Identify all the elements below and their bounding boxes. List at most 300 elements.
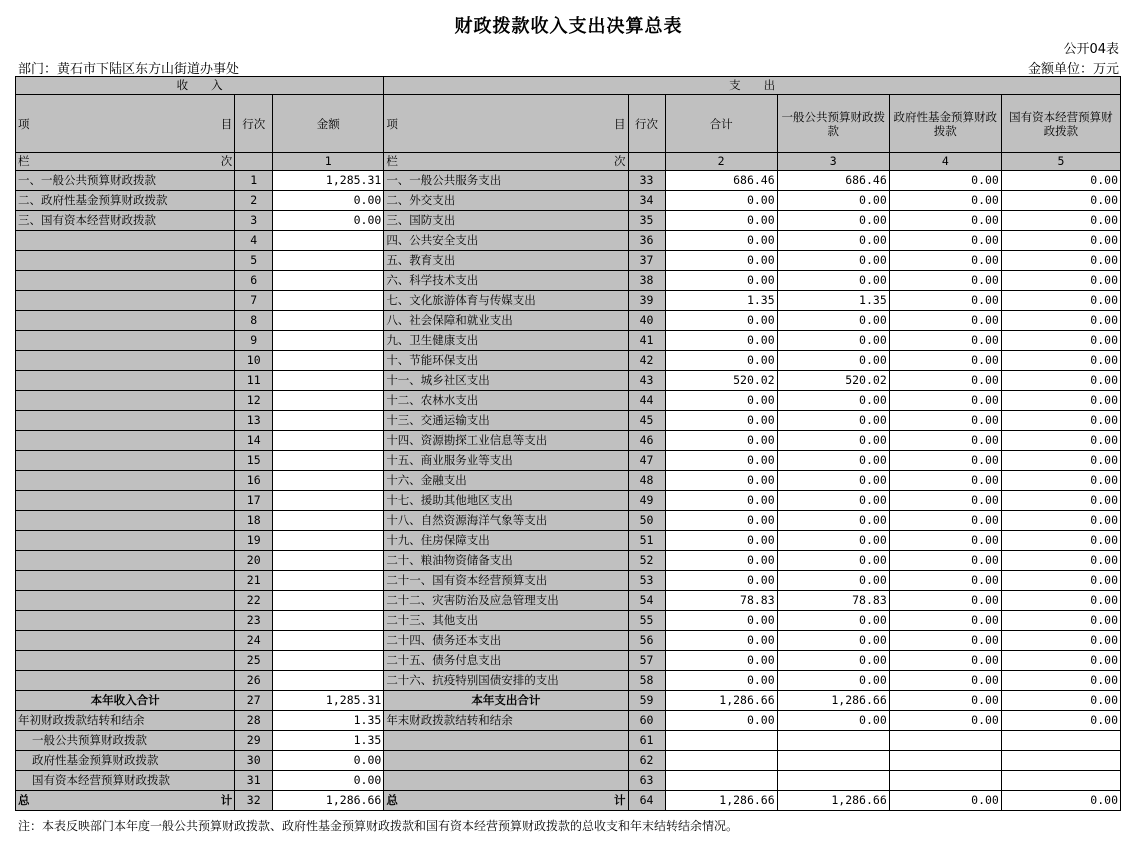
table-row bbox=[16, 311, 1121, 331]
expense-line-cell: 33 bbox=[628, 171, 665, 191]
gov-fund-cell: 0.00 bbox=[889, 711, 1001, 731]
expense-total-cell bbox=[665, 731, 777, 751]
income-item-cell bbox=[16, 351, 235, 371]
income-item-cell bbox=[16, 411, 235, 431]
gov-fund-cell: 0.00 bbox=[889, 511, 1001, 531]
income-item-cell bbox=[16, 631, 235, 651]
expense-item-cell: 二十五、债务付息支出 bbox=[384, 651, 628, 671]
state-capital-cell: 0.00 bbox=[1001, 191, 1120, 211]
income-line-cell: 15 bbox=[235, 451, 273, 471]
state-capital-cell: 0.00 bbox=[1001, 711, 1120, 731]
state-capital-cell: 0.00 bbox=[1001, 351, 1120, 371]
expense-item-cell: 二十三、其他支出 bbox=[384, 611, 628, 631]
gov-fund-cell: 0.00 bbox=[889, 411, 1001, 431]
expense-total-cell: 0.00 bbox=[665, 571, 777, 591]
income-line-cell: 24 bbox=[235, 631, 273, 651]
state-capital-cell: 0.00 bbox=[1001, 631, 1120, 651]
carryover-row bbox=[16, 771, 1121, 791]
income-item-cell bbox=[16, 531, 235, 551]
blank-cell bbox=[235, 153, 273, 171]
income-item-cell bbox=[16, 231, 235, 251]
income-amount-cell bbox=[273, 311, 384, 331]
income-amount-cell: 1.35 bbox=[273, 731, 384, 751]
gov-fund-cell bbox=[889, 731, 1001, 751]
general-budget-cell: 0.00 bbox=[777, 671, 889, 691]
gov-fund-cell: 0.00 bbox=[889, 251, 1001, 271]
expense-total-cell: 0.00 bbox=[665, 431, 777, 451]
income-amount-cell bbox=[273, 351, 384, 371]
expense-total-cell: 0.00 bbox=[665, 191, 777, 211]
general-budget-cell: 0.00 bbox=[777, 571, 889, 591]
expense-line-cell: 46 bbox=[628, 431, 665, 451]
income-line-header: 行次 bbox=[235, 95, 273, 153]
gov-fund-cell: 0.00 bbox=[889, 191, 1001, 211]
income-line-cell: 28 bbox=[235, 711, 273, 731]
income-line-cell: 8 bbox=[235, 311, 273, 331]
income-line-cell: 19 bbox=[235, 531, 273, 551]
income-line-cell: 18 bbox=[235, 511, 273, 531]
income-line-cell: 4 bbox=[235, 231, 273, 251]
income-item-cell bbox=[16, 331, 235, 351]
state-capital-cell: 0.00 bbox=[1001, 611, 1120, 631]
income-line-cell: 12 bbox=[235, 391, 273, 411]
expense-grand-total-label: 总 计 bbox=[384, 791, 628, 811]
blank-cell bbox=[628, 153, 665, 171]
gov-fund-cell: 0.00 bbox=[889, 611, 1001, 631]
income-item-cell bbox=[16, 471, 235, 491]
expense-line-cell: 37 bbox=[628, 251, 665, 271]
state-capital-cell bbox=[1001, 731, 1120, 751]
expense-item-cell: 五、教育支出 bbox=[384, 251, 628, 271]
expense-line-header: 行次 bbox=[628, 95, 665, 153]
expense-total-cell: 0.00 bbox=[665, 631, 777, 651]
state-capital-cell: 0.00 bbox=[1001, 491, 1120, 511]
expense-item-cell bbox=[384, 731, 628, 751]
income-line-cell: 23 bbox=[235, 611, 273, 631]
income-amount-cell bbox=[273, 271, 384, 291]
expense-line-cell: 62 bbox=[628, 751, 665, 771]
expense-line-cell: 56 bbox=[628, 631, 665, 651]
carryover-row bbox=[16, 711, 1121, 731]
gov-fund-header: 政府性基金预算财政拨款 bbox=[889, 95, 1001, 153]
expense-section-header: 支 出 bbox=[384, 77, 1121, 95]
income-amount-cell bbox=[273, 531, 384, 551]
form-number: 公开04表 bbox=[1063, 42, 1119, 57]
expense-total-cell: 0.00 bbox=[665, 451, 777, 471]
expense-item-cell: 四、公共安全支出 bbox=[384, 231, 628, 251]
general-budget-header: 一般公共预算财政拨款 bbox=[777, 95, 889, 153]
expense-item-cell: 二十二、灾害防治及应急管理支出 bbox=[384, 591, 628, 611]
income-amount-cell bbox=[273, 551, 384, 571]
expense-item-cell: 十二、农林水支出 bbox=[384, 391, 628, 411]
state-capital-cell: 0.00 bbox=[1001, 291, 1120, 311]
general-budget-cell: 0.00 bbox=[777, 311, 889, 331]
header-row-col-numbers bbox=[16, 153, 1121, 171]
expense-total-cell: 0.00 bbox=[665, 411, 777, 431]
general-budget-cell: 0.00 bbox=[777, 511, 889, 531]
general-budget-cell: 78.83 bbox=[777, 591, 889, 611]
expense-line-cell: 52 bbox=[628, 551, 665, 571]
expense-line-cell: 63 bbox=[628, 771, 665, 791]
table-row bbox=[16, 671, 1121, 691]
expense-line-cell: 61 bbox=[628, 731, 665, 751]
general-budget-cell: 0.00 bbox=[777, 531, 889, 551]
table-row bbox=[16, 651, 1121, 671]
table-row bbox=[16, 211, 1121, 231]
expense-total-cell: 0.00 bbox=[665, 331, 777, 351]
gov-fund-cell bbox=[889, 751, 1001, 771]
state-capital-cell: 0.00 bbox=[1001, 311, 1120, 331]
expense-total-cell: 0.00 bbox=[665, 391, 777, 411]
general-budget-cell: 686.46 bbox=[777, 171, 889, 191]
general-budget-cell: 1,286.66 bbox=[777, 791, 889, 811]
income-line-cell: 14 bbox=[235, 431, 273, 451]
income-line-cell: 2 bbox=[235, 191, 273, 211]
table-row bbox=[16, 531, 1121, 551]
income-amount-cell bbox=[273, 291, 384, 311]
state-capital-cell: 0.00 bbox=[1001, 531, 1120, 551]
expense-line-cell: 35 bbox=[628, 211, 665, 231]
grand-total-row bbox=[16, 791, 1121, 811]
annual-total-row bbox=[16, 691, 1121, 711]
income-item-cell: 一、一般公共预算财政拨款 bbox=[16, 171, 235, 191]
income-amount-cell bbox=[273, 511, 384, 531]
expense-item-cell bbox=[384, 751, 628, 771]
general-budget-cell: 0.00 bbox=[777, 631, 889, 651]
gov-fund-cell: 0.00 bbox=[889, 631, 1001, 651]
expense-line-cell: 34 bbox=[628, 191, 665, 211]
general-budget-cell: 0.00 bbox=[777, 251, 889, 271]
expense-line-cell: 50 bbox=[628, 511, 665, 531]
gov-fund-cell: 0.00 bbox=[889, 471, 1001, 491]
income-amount-cell bbox=[273, 631, 384, 651]
income-line-cell: 10 bbox=[235, 351, 273, 371]
state-capital-cell: 0.00 bbox=[1001, 211, 1120, 231]
income-grand-total-label: 总 计 bbox=[16, 791, 235, 811]
expense-item-cell: 年末财政拨款结转和结余 bbox=[384, 711, 628, 731]
expense-total-cell: 0.00 bbox=[665, 491, 777, 511]
expense-total-cell bbox=[665, 751, 777, 771]
general-budget-cell: 1,286.66 bbox=[777, 691, 889, 711]
table-row bbox=[16, 611, 1121, 631]
amount-unit-label: 金额单位：万元 bbox=[1027, 62, 1119, 77]
state-capital-cell: 0.00 bbox=[1001, 591, 1120, 611]
general-budget-cell: 0.00 bbox=[777, 411, 889, 431]
general-budget-cell: 0.00 bbox=[777, 271, 889, 291]
state-capital-cell: 0.00 bbox=[1001, 371, 1120, 391]
general-budget-cell: 0.00 bbox=[777, 211, 889, 231]
income-amount-cell: 0.00 bbox=[273, 771, 384, 791]
expense-line-cell: 60 bbox=[628, 711, 665, 731]
income-line-cell: 26 bbox=[235, 671, 273, 691]
expense-line-cell: 41 bbox=[628, 331, 665, 351]
table-row bbox=[16, 511, 1121, 531]
table-row bbox=[16, 351, 1121, 371]
col-number: 4 bbox=[889, 153, 1001, 171]
expense-line-cell: 40 bbox=[628, 311, 665, 331]
gov-fund-cell: 0.00 bbox=[889, 311, 1001, 331]
income-amount-cell bbox=[273, 591, 384, 611]
income-amount-cell bbox=[273, 471, 384, 491]
expense-total-cell bbox=[665, 771, 777, 791]
expense-line-cell: 38 bbox=[628, 271, 665, 291]
expense-line-cell: 51 bbox=[628, 531, 665, 551]
expense-total-cell: 78.83 bbox=[665, 591, 777, 611]
table-row bbox=[16, 291, 1121, 311]
state-capital-header: 国有资本经营预算财政拨款 bbox=[1001, 95, 1120, 153]
income-amount-cell bbox=[273, 451, 384, 471]
gov-fund-cell: 0.00 bbox=[889, 571, 1001, 591]
table-row bbox=[16, 491, 1121, 511]
general-budget-cell: 0.00 bbox=[777, 471, 889, 491]
table-row bbox=[16, 451, 1121, 471]
table-row bbox=[16, 231, 1121, 251]
expense-item-cell bbox=[384, 771, 628, 791]
carryover-row bbox=[16, 751, 1121, 771]
expense-total-cell: 0.00 bbox=[665, 271, 777, 291]
state-capital-cell: 0.00 bbox=[1001, 571, 1120, 591]
expense-total-cell: 0.00 bbox=[665, 531, 777, 551]
income-item-header: 项 目 bbox=[16, 95, 235, 153]
expense-line-cell: 45 bbox=[628, 411, 665, 431]
general-budget-cell: 0.00 bbox=[777, 611, 889, 631]
table-row bbox=[16, 271, 1121, 291]
state-capital-cell: 0.00 bbox=[1001, 471, 1120, 491]
income-item-cell bbox=[16, 291, 235, 311]
state-capital-cell: 0.00 bbox=[1001, 691, 1120, 711]
general-budget-cell: 0.00 bbox=[777, 191, 889, 211]
general-budget-cell: 1.35 bbox=[777, 291, 889, 311]
expense-line-cell: 42 bbox=[628, 351, 665, 371]
expense-line-cell: 39 bbox=[628, 291, 665, 311]
report-title: 财政拨款收入支出决算总表 bbox=[454, 16, 683, 37]
table-row bbox=[16, 631, 1121, 651]
income-amount-cell: 0.00 bbox=[273, 191, 384, 211]
income-amount-cell: 0.00 bbox=[273, 751, 384, 771]
expense-item-cell: 十九、住房保障支出 bbox=[384, 531, 628, 551]
gov-fund-cell: 0.00 bbox=[889, 371, 1001, 391]
general-budget-cell: 0.00 bbox=[777, 431, 889, 451]
expense-item-cell: 八、社会保障和就业支出 bbox=[384, 311, 628, 331]
expense-total-cell: 0.00 bbox=[665, 611, 777, 631]
expense-item-cell: 六、科学技术支出 bbox=[384, 271, 628, 291]
gov-fund-cell: 0.00 bbox=[889, 331, 1001, 351]
expense-total-cell: 0.00 bbox=[665, 651, 777, 671]
expense-line-cell: 49 bbox=[628, 491, 665, 511]
income-amount-cell bbox=[273, 491, 384, 511]
header-row-sections bbox=[16, 77, 1121, 95]
expense-line-cell: 43 bbox=[628, 371, 665, 391]
col-label-cell: 栏 次 bbox=[16, 153, 235, 171]
expense-total-cell: 0.00 bbox=[665, 471, 777, 491]
income-line-cell: 7 bbox=[235, 291, 273, 311]
income-item-cell bbox=[16, 251, 235, 271]
expense-total-cell: 1.35 bbox=[665, 291, 777, 311]
gov-fund-cell: 0.00 bbox=[889, 231, 1001, 251]
income-item-cell: 年初财政拨款结转和结余 bbox=[16, 711, 235, 731]
expense-line-cell: 55 bbox=[628, 611, 665, 631]
state-capital-cell: 0.00 bbox=[1001, 411, 1120, 431]
col-number: 2 bbox=[665, 153, 777, 171]
state-capital-cell: 0.00 bbox=[1001, 651, 1120, 671]
expense-item-cell: 二十一、国有资本经营预算支出 bbox=[384, 571, 628, 591]
state-capital-cell bbox=[1001, 751, 1120, 771]
income-item-cell bbox=[16, 451, 235, 471]
gov-fund-cell: 0.00 bbox=[889, 211, 1001, 231]
income-line-cell: 5 bbox=[235, 251, 273, 271]
state-capital-cell: 0.00 bbox=[1001, 171, 1120, 191]
income-item-cell: 二、政府性基金预算财政拨款 bbox=[16, 191, 235, 211]
income-item-cell bbox=[16, 391, 235, 411]
expense-item-cell: 十八、自然资源海洋气象等支出 bbox=[384, 511, 628, 531]
expense-line-cell: 48 bbox=[628, 471, 665, 491]
table-row bbox=[16, 551, 1121, 571]
table-row bbox=[16, 331, 1121, 351]
income-line-cell: 1 bbox=[235, 171, 273, 191]
general-budget-cell: 0.00 bbox=[777, 651, 889, 671]
income-amount-cell: 1,285.31 bbox=[273, 691, 384, 711]
income-line-cell: 9 bbox=[235, 331, 273, 351]
income-amount-cell bbox=[273, 251, 384, 271]
expense-total-cell: 0.00 bbox=[665, 231, 777, 251]
income-line-cell: 6 bbox=[235, 271, 273, 291]
table-row bbox=[16, 431, 1121, 451]
income-line-cell: 29 bbox=[235, 731, 273, 751]
gov-fund-cell: 0.00 bbox=[889, 591, 1001, 611]
expense-total-cell: 1,286.66 bbox=[665, 791, 777, 811]
state-capital-cell: 0.00 bbox=[1001, 271, 1120, 291]
income-item-cell bbox=[16, 611, 235, 631]
expense-item-cell: 七、文化旅游体育与传媒支出 bbox=[384, 291, 628, 311]
state-capital-cell: 0.00 bbox=[1001, 451, 1120, 471]
income-item-cell bbox=[16, 651, 235, 671]
state-capital-cell: 0.00 bbox=[1001, 231, 1120, 251]
general-budget-cell bbox=[777, 751, 889, 771]
expense-total-cell: 0.00 bbox=[665, 251, 777, 271]
expense-item-cell: 十六、金融支出 bbox=[384, 471, 628, 491]
expense-total-cell: 0.00 bbox=[665, 511, 777, 531]
income-line-cell: 3 bbox=[235, 211, 273, 231]
expense-item-cell: 三、国防支出 bbox=[384, 211, 628, 231]
total-header: 合计 bbox=[665, 95, 777, 153]
income-item-cell bbox=[16, 551, 235, 571]
expense-item-cell: 二十六、抗疫特别国债安排的支出 bbox=[384, 671, 628, 691]
table-row bbox=[16, 251, 1121, 271]
header-row-columns bbox=[16, 95, 1121, 153]
income-amount-cell: 1.35 bbox=[273, 711, 384, 731]
expense-item-cell: 十一、城乡社区支出 bbox=[384, 371, 628, 391]
income-amount-cell bbox=[273, 331, 384, 351]
general-budget-cell: 0.00 bbox=[777, 391, 889, 411]
expense-total-cell: 0.00 bbox=[665, 711, 777, 731]
income-item-cell: 三、国有资本经营财政拨款 bbox=[16, 211, 235, 231]
state-capital-cell: 0.00 bbox=[1001, 331, 1120, 351]
expense-item-cell: 十七、援助其他地区支出 bbox=[384, 491, 628, 511]
income-section-header: 收 入 bbox=[16, 77, 384, 95]
income-amount-cell: 1,286.66 bbox=[273, 791, 384, 811]
expense-item-cell: 十五、商业服务业等支出 bbox=[384, 451, 628, 471]
income-amount-cell bbox=[273, 411, 384, 431]
state-capital-cell: 0.00 bbox=[1001, 511, 1120, 531]
gov-fund-cell: 0.00 bbox=[889, 431, 1001, 451]
expense-item-cell: 十、节能环保支出 bbox=[384, 351, 628, 371]
expense-total-cell: 1,286.66 bbox=[665, 691, 777, 711]
expense-line-cell: 59 bbox=[628, 691, 665, 711]
expense-item-cell: 九、卫生健康支出 bbox=[384, 331, 628, 351]
expense-line-cell: 47 bbox=[628, 451, 665, 471]
general-budget-cell: 0.00 bbox=[777, 351, 889, 371]
expense-total-cell: 0.00 bbox=[665, 551, 777, 571]
gov-fund-cell: 0.00 bbox=[889, 271, 1001, 291]
state-capital-cell: 0.00 bbox=[1001, 551, 1120, 571]
state-capital-cell: 0.00 bbox=[1001, 671, 1120, 691]
general-budget-cell bbox=[777, 731, 889, 751]
gov-fund-cell: 0.00 bbox=[889, 691, 1001, 711]
general-budget-cell: 0.00 bbox=[777, 711, 889, 731]
income-annual-total-label: 本年收入合计 bbox=[16, 691, 235, 711]
gov-fund-cell: 0.00 bbox=[889, 391, 1001, 411]
table-body bbox=[16, 77, 1121, 811]
gov-fund-cell bbox=[889, 771, 1001, 791]
income-line-cell: 27 bbox=[235, 691, 273, 711]
carryover-row bbox=[16, 731, 1121, 751]
expense-line-cell: 53 bbox=[628, 571, 665, 591]
gov-fund-cell: 0.00 bbox=[889, 551, 1001, 571]
col-number: 5 bbox=[1001, 153, 1120, 171]
general-budget-cell: 0.00 bbox=[777, 491, 889, 511]
expense-total-cell: 0.00 bbox=[665, 671, 777, 691]
income-amount-cell: 1,285.31 bbox=[273, 171, 384, 191]
income-amount-cell bbox=[273, 391, 384, 411]
gov-fund-cell: 0.00 bbox=[889, 351, 1001, 371]
income-amount-cell bbox=[273, 371, 384, 391]
expense-item-cell: 二十、粮油物资储备支出 bbox=[384, 551, 628, 571]
col-number: 3 bbox=[777, 153, 889, 171]
state-capital-cell: 0.00 bbox=[1001, 251, 1120, 271]
expense-line-cell: 54 bbox=[628, 591, 665, 611]
general-budget-cell: 0.00 bbox=[777, 231, 889, 251]
income-item-cell bbox=[16, 571, 235, 591]
gov-fund-cell: 0.00 bbox=[889, 651, 1001, 671]
expense-item-cell: 二、外交支出 bbox=[384, 191, 628, 211]
gov-fund-cell: 0.00 bbox=[889, 791, 1001, 811]
income-item-cell bbox=[16, 491, 235, 511]
income-amount-cell bbox=[273, 671, 384, 691]
state-capital-cell bbox=[1001, 771, 1120, 791]
income-amount-cell bbox=[273, 611, 384, 631]
income-item-cell bbox=[16, 431, 235, 451]
income-amount-cell bbox=[273, 571, 384, 591]
expense-item-header: 项 目 bbox=[384, 95, 628, 153]
gov-fund-cell: 0.00 bbox=[889, 671, 1001, 691]
income-line-cell: 31 bbox=[235, 771, 273, 791]
income-item-cell bbox=[16, 271, 235, 291]
footnote: 注：本表反映部门本年度一般公共预算财政拨款、政府性基金预算财政拨款和国有资本经营预算财政拨款的总收支和年末结转结余情况。 bbox=[18, 819, 739, 833]
income-item-cell bbox=[16, 591, 235, 611]
expense-line-cell: 57 bbox=[628, 651, 665, 671]
income-line-cell: 20 bbox=[235, 551, 273, 571]
table-row bbox=[16, 191, 1121, 211]
expense-total-cell: 0.00 bbox=[665, 211, 777, 231]
fiscal-summary-table bbox=[15, 76, 1121, 811]
expense-total-cell: 0.00 bbox=[665, 351, 777, 371]
income-amount-header: 金额 bbox=[273, 95, 384, 153]
income-item-cell bbox=[16, 511, 235, 531]
income-item-cell: 一般公共预算财政拨款 bbox=[16, 731, 235, 751]
general-budget-cell: 0.00 bbox=[777, 551, 889, 571]
income-line-cell: 17 bbox=[235, 491, 273, 511]
income-line-cell: 22 bbox=[235, 591, 273, 611]
